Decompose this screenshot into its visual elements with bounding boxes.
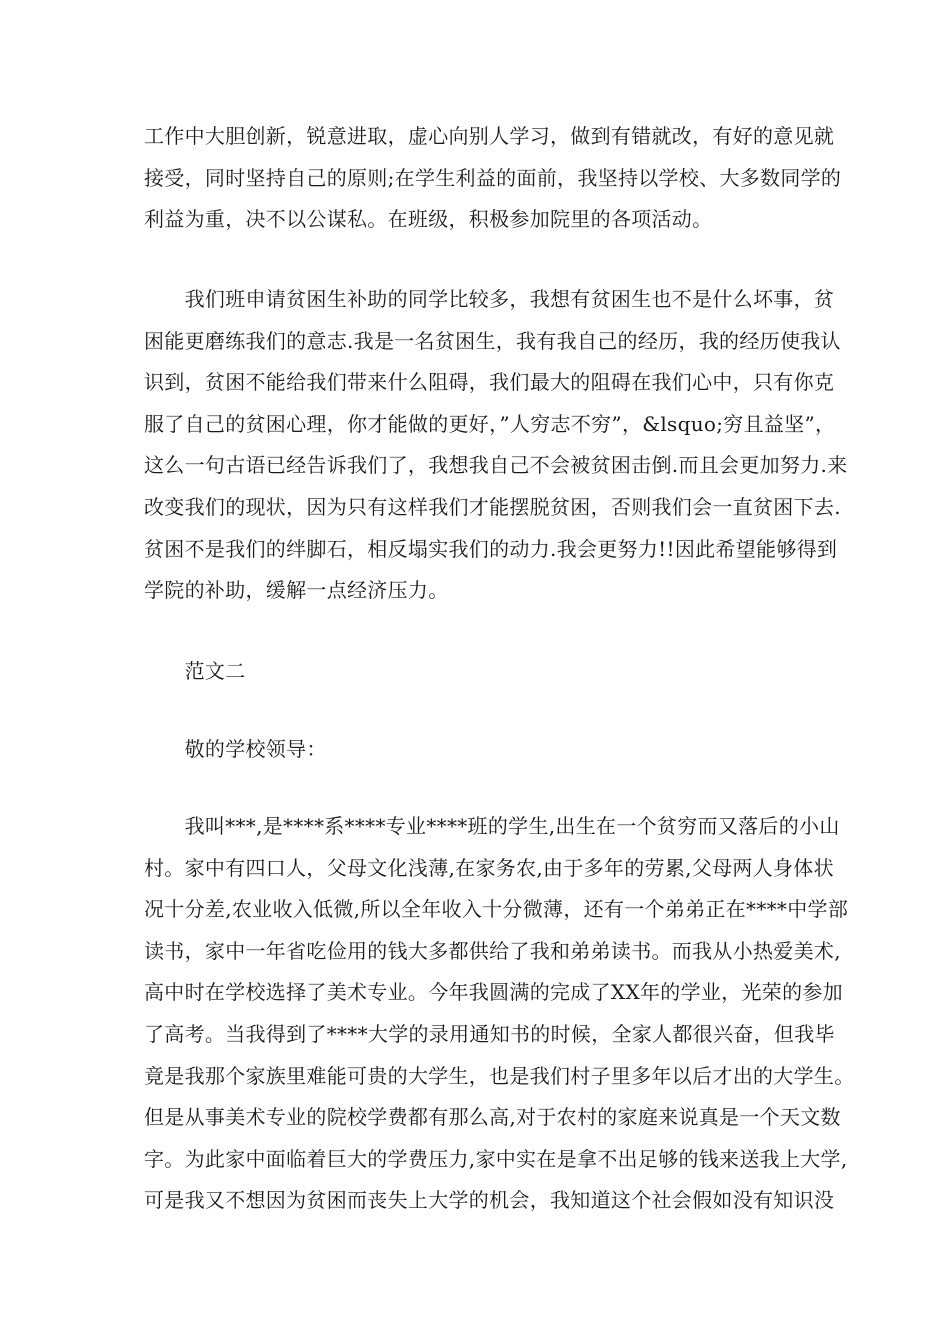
section-heading xyxy=(144,651,806,693)
text-line: 工作中大胆创新，锐意进取，虚心向别人学习，做到有错就改，有好的意见就 xyxy=(144,124,835,148)
text-line: 服了自己的贫困心理，你才能做的更好，”人穷志不穷”，&lsquo;穷且益坚”， xyxy=(144,411,836,436)
text-line: 竟是我那个家族里难能可贵的大学生，也是我们村子里多年以后才出的大学生。 xyxy=(144,1063,855,1088)
text-line: 了高考。当我得到了****大学的录用通知书的时候，全家人都很兴奋，但我毕 xyxy=(144,1021,835,1046)
text-line: 学院的补助，缓解一点经济压力。 xyxy=(144,578,449,603)
text-line: 困能更磨练我们的意志.我是一名贫困生，我有我自己的经历，我的经历使我认 xyxy=(144,328,841,353)
text-line: 况十分差,农业收入低微,所以全年收入十分微薄，还有一个弟弟正在****中学部 xyxy=(144,897,849,922)
text-line: 高中时在学校选择了美术专业。今年我圆满的完成了XX年的学业，光荣的参加 xyxy=(144,980,843,1005)
text-line: 敬的学校领导： xyxy=(144,737,327,761)
text-line: 读书，家中一年省吃俭用的钱大多都供给了我和弟弟读书。而我从小热爱美术, xyxy=(144,938,841,963)
text-line: 识到，贫困不能给我们带来什么阻碍，我们最大的阻碍在我们心中，只有你克 xyxy=(144,370,835,395)
paragraph-2 xyxy=(144,279,848,612)
text-line: 改变我们的现状，因为只有这样我们才能摆脱贫困，否则我们会一直贫困下去. xyxy=(144,494,841,519)
text-line: 贫困不是我们的绊脚石，相反塌实我们的动力.我会更努力!!因此希望能够得到 xyxy=(144,536,838,561)
text-line: 接受，同时坚持自己的原则;在学生利益的面前，我坚持以学校、大多数同学的 xyxy=(144,165,842,190)
text-line: 村。家中有四口人，父母文化浅薄,在家务农,由于多年的劳累,父母两人身体状 xyxy=(144,855,834,880)
text-line: 范文二 xyxy=(144,659,246,683)
salutation xyxy=(144,729,806,771)
paragraph-body xyxy=(144,806,855,1222)
text-line: 我们班申请贫困生补助的同学比较多，我想有贫困生也不是什么坏事，贫 xyxy=(144,287,835,311)
text-line: 利益为重，决不以公谋私。在班级，积极参加院里的各项活动。 xyxy=(144,207,713,232)
text-line: 但是从事美术专业的院校学费都有那么高,对于农村的家庭来说真是一个天文数 xyxy=(144,1105,841,1130)
text-line: 我叫***,是****系****专业****班的学生,出生在一个贫穷而又落后的小山 xyxy=(144,814,840,838)
paragraph-1 xyxy=(144,116,842,241)
text-line: 可是我又不想因为贫困而丧失上大学的机会，我知道这个社会假如没有知识没 xyxy=(144,1188,835,1213)
text-line: 字。为此家中面临着巨大的学费压力,家中实在是拿不出足够的钱来送我上大学, xyxy=(144,1146,848,1171)
text-line: 这么一句古语已经告诉我们了，我想我自己不会被贫困击倒.而且会更加努力.来 xyxy=(144,453,848,478)
